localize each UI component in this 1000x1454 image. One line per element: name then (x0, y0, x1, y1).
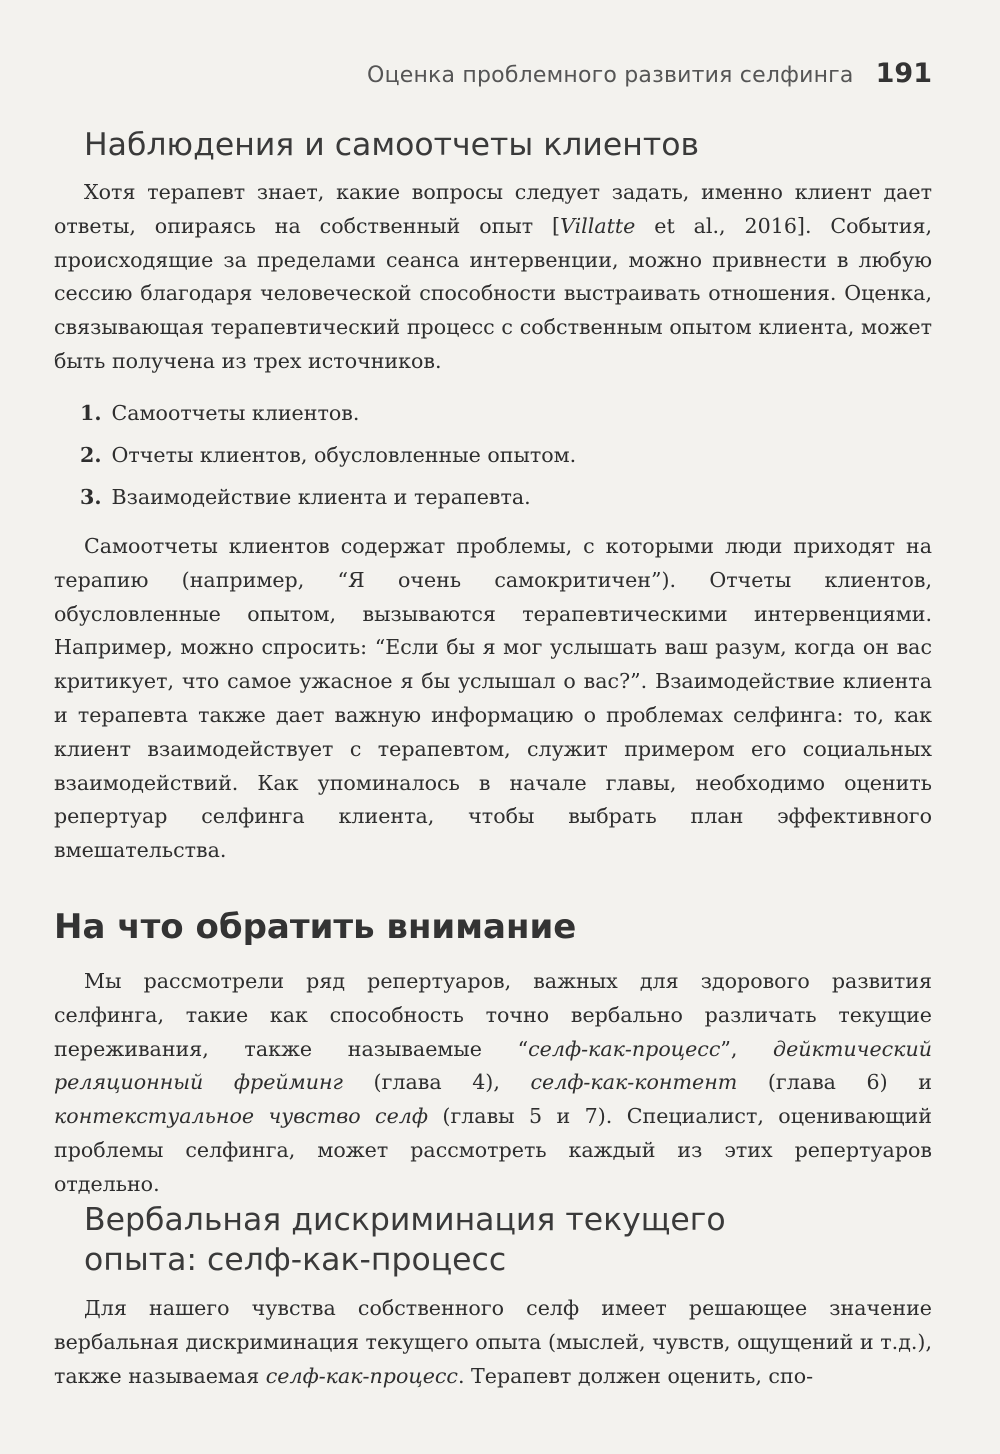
section-heading-verbal-discrimination (54, 1200, 962, 1280)
section-heading-observations: Наблюдения и самоотчеты клиентов (84, 127, 700, 163)
list-item (80, 434, 958, 476)
paragraph-repertoires (54, 965, 932, 1202)
list-number: 3. (80, 485, 102, 509)
list-text: Отчеты клиентов, обусловленные опытом. (111, 443, 577, 467)
page-number: 191 (875, 58, 932, 89)
list-text: Самоотчеты клиентов. (111, 401, 360, 425)
citation-author: Villatte (560, 213, 636, 238)
italic-term: контекстуальное чувство селф (54, 1104, 428, 1129)
italic-term: селф-как-процесс (528, 1036, 721, 1061)
sources-list (54, 392, 958, 518)
text-run: et al., 2016]. События, происходящие за пределами сеанса интервенции, можно привнести в любую сессию благодаря человеческой способности выстраивать отношения. Оценка, связывающая терапевтический процесс с собственным опытом клиента, может быть получена из трех источников. (54, 213, 933, 373)
list-text: Взаимодействие клиента и терапевта. (111, 485, 531, 509)
paragraph-self-reports: Самоотчеты клиентов содержат проблемы, с которыми люди приходят на терапию (например, “Я очень самокритичен”). Отчеты клиентов, обусловленные опытом, вызываются терапевтическими интервенциями. Например, можно спросить: “Если бы я мог услышать ваш разум, когда он вас критикует, что самое ужасное я бы услышал о вас?”. Взаимодействие клиента и терапевта также дает важную информацию о проблемах селфинга: то, как клиент взаимодействует с терапевтом, служит примером его социальных взаимодействий. Как упоминалось в начале главы, необходимо оценить репертуар селфинга клиента, чтобы выбрать план эффективного вмешательства. (54, 534, 932, 863)
text-run: Мы рассмотрели ряд репертуаров, важных для здорового развития селфинга, такие как способность точно вербально различать текущие переживания, также называемые “ (54, 969, 932, 1061)
paragraph-intro (54, 176, 932, 379)
section-heading-what-to-look-for: На что обратить внимание (54, 907, 577, 947)
running-header (367, 58, 932, 89)
paragraph-self-as-process (54, 1292, 932, 1393)
list-number: 1. (80, 401, 102, 425)
text-run: Для нашего чувства собственного селф имеет решающее значение вербальная дискриминация текущего опыта (мыслей, чувств, ощущений и т.д.), также называемая (54, 1296, 932, 1388)
list-item (80, 476, 958, 518)
text-run: ”, (720, 1036, 774, 1061)
text-run: (глава 4), (342, 1070, 531, 1095)
list-item (80, 392, 958, 434)
text-run: (главы 5 и 7). Специалист, оценивающий проблемы селфинга, может рассмотреть каждый из этих репертуаров отдельно. (54, 1104, 932, 1196)
italic-term: дейктический реляционный фрейминг (54, 1036, 932, 1095)
text-run: (глава 6) и (737, 1070, 932, 1095)
text-run: Хотя терапевт знает, какие вопросы следует задать, именно клиент дает ответы, опираясь на собственный опыт [ (54, 180, 932, 238)
text-run: . Терапевт должен оценить, спо- (457, 1363, 814, 1388)
running-title: Оценка проблемного развития селфинга (367, 63, 854, 88)
heading-line: опыта: селф-как-процесс (84, 1242, 507, 1278)
heading-line: Вербальная дискриминация текущего (84, 1202, 726, 1238)
italic-term: селф-как-процесс (265, 1363, 458, 1388)
list-number: 2. (80, 443, 102, 467)
italic-term: селф-как-контент (530, 1070, 738, 1095)
